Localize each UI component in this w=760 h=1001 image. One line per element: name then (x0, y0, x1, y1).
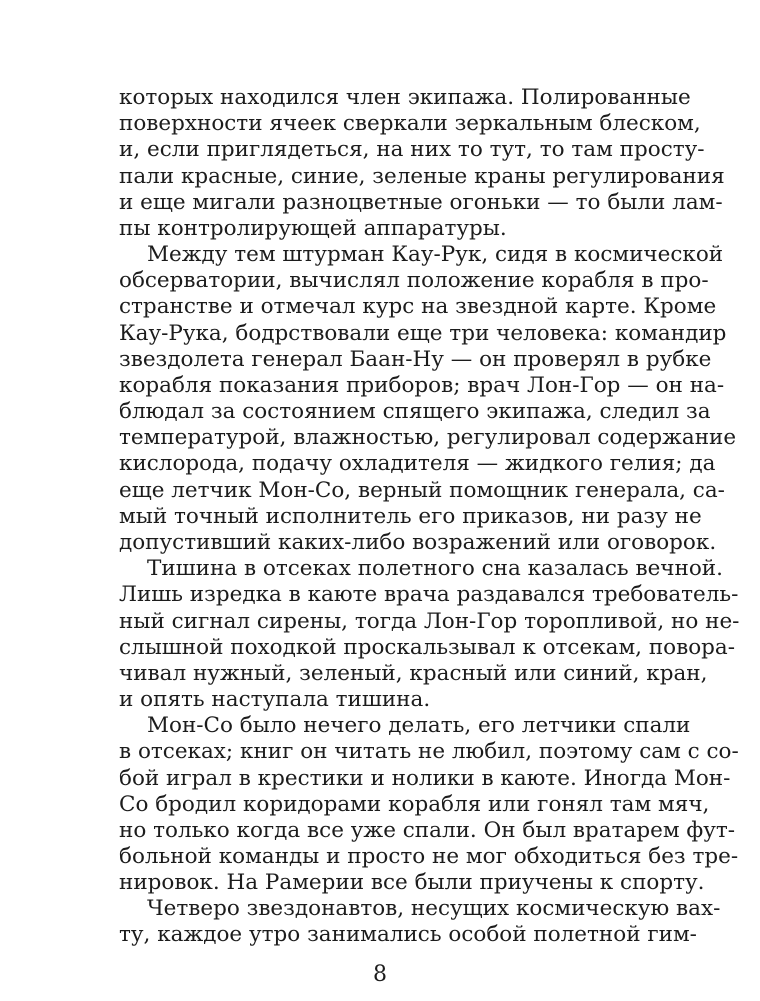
text-line: в отсеках; книг он читать не любил, поэтому сам с со- (119, 739, 739, 764)
text-line: корабля показания приборов; врач Лон-Гор — он на- (119, 373, 725, 398)
text-line: мый точный исполнитель его приказов, ни разу не (119, 504, 702, 529)
paragraph-first-line: Между тем штурман Кау-Рук, сидя в космической (147, 242, 724, 267)
text-line: Со бродил коридорами корабля или гонял там мяч, (119, 792, 710, 817)
text-line: странстве и отмечал курс на звездной карте. Кроме (119, 294, 717, 319)
text-line: Лишь изредка в каюте врача раздавался требователь- (119, 582, 739, 607)
text-line: обсерватории, вычислял положение корабля в про- (119, 268, 709, 293)
text-line: но только когда все уже спали. Он был вратарем фут- (119, 818, 736, 843)
text-line: которых находился член экипажа. Полированные (119, 85, 691, 110)
text-line: нировок. На Рамерии все были приучены к спорту. (119, 870, 705, 895)
text-line: ный сигнал сирены, тогда Лон-Гор торопливой, но не- (119, 609, 740, 634)
text-line: чивал нужный, зеленый, красный или синий, кран, (119, 661, 708, 686)
paragraph-first-line: Мон-Со было нечего делать, его летчики спали (147, 713, 691, 738)
text-line: поверхности ячеек сверкали зеркальным блеском, (119, 111, 701, 136)
text-line: пали красные, синие, зеленые краны регулирования (119, 164, 725, 189)
text-line: ту, каждое утро занимались особой полетной гим- (119, 922, 697, 947)
text-line: и опять наступала тишина. (119, 687, 431, 712)
text-line: и еще мигали разноцветные огоньки — то были лам- (119, 190, 723, 215)
text-line: кислорода, подачу охладителя — жидкого гелия; да (119, 451, 716, 476)
text-line: слышной походкой проскальзывал к отсекам, повора- (119, 635, 736, 660)
page-number: 8 (373, 962, 387, 987)
paragraph-first-line: Тишина в отсеках полетного сна казалась вечной. (147, 556, 723, 581)
paragraph-first-line: Четверо звездонавтов, несущих космическую вах- (147, 896, 721, 921)
text-line: бой играл в крестики и нолики в каюте. Иногда Мон- (119, 766, 731, 791)
text-line: блюдал за состоянием спящего экипажа, следил за (119, 399, 711, 424)
text-line: еще летчик Мон-Со, верный помощник генерала, са- (119, 478, 725, 503)
text-line: допустивший каких-либо возражений или оговорок. (119, 530, 717, 555)
text-line: температурой, влажностью, регулировал содержание (119, 425, 737, 450)
text-line: больной команды и просто не мог обходиться без тре- (119, 844, 739, 869)
text-line: Кау-Рука, бодрствовали еще три человека: командир (119, 321, 727, 346)
text-line: пы контролирующей аппаратуры. (119, 216, 507, 241)
text-line: звездолета генерал Баан-Ну — он проверял в рубке (119, 347, 712, 372)
text-line: и, если приглядеться, на них то тут, то там просту- (119, 137, 705, 162)
